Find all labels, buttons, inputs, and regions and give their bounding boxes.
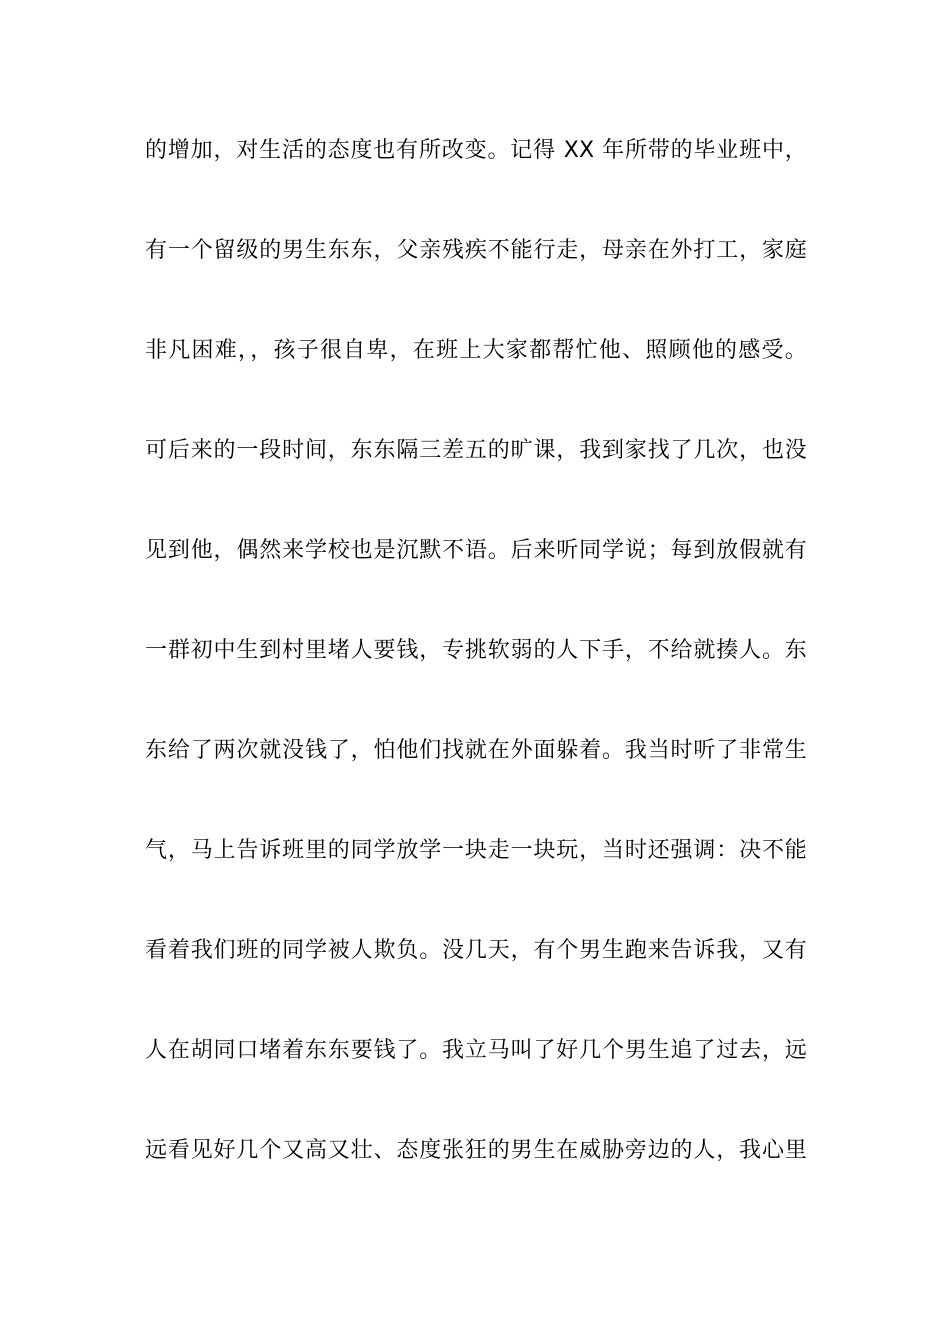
- text-line: 有一个留级的男生东东，父亲残疾不能行走，母亲在外打工，家庭: [145, 238, 807, 263]
- text-line: 看着我们班的同学被人欺负。没几天，有个男生跑来告诉我，又有: [145, 938, 807, 963]
- text-line: 的增加，对生活的态度也有所改变。记得 XX 年所带的毕业班中，: [145, 138, 807, 163]
- text-line: 气，马上告诉班里的同学放学一块走一块玩，当时还强调：决不能: [145, 838, 807, 863]
- text-line: 非凡困难，，孩子很自卑，在班上大家都帮忙他、照顾他的感受。: [145, 338, 807, 363]
- text-line: 东给了两次就没钱了，怕他们找就在外面躲着。我当时听了非常生: [145, 738, 807, 763]
- text-line: 远看见好几个又高又壮、态度张狂的男生在威胁旁边的人，我心里: [145, 1138, 807, 1163]
- text-line: 一群初中生到村里堵人要钱，专挑软弱的人下手，不给就揍人。东: [145, 638, 807, 663]
- text-line: 可后来的一段时间，东东隔三差五的旷课，我到家找了几次，也没: [145, 438, 807, 463]
- text-line: 见到他，偶然来学校也是沉默不语。后来听同学说；每到放假就有: [145, 538, 807, 563]
- text-line: 人在胡同口堵着东东要钱了。我立马叫了好几个男生追了过去，远: [145, 1038, 807, 1063]
- body-text: [145, 128, 807, 1228]
